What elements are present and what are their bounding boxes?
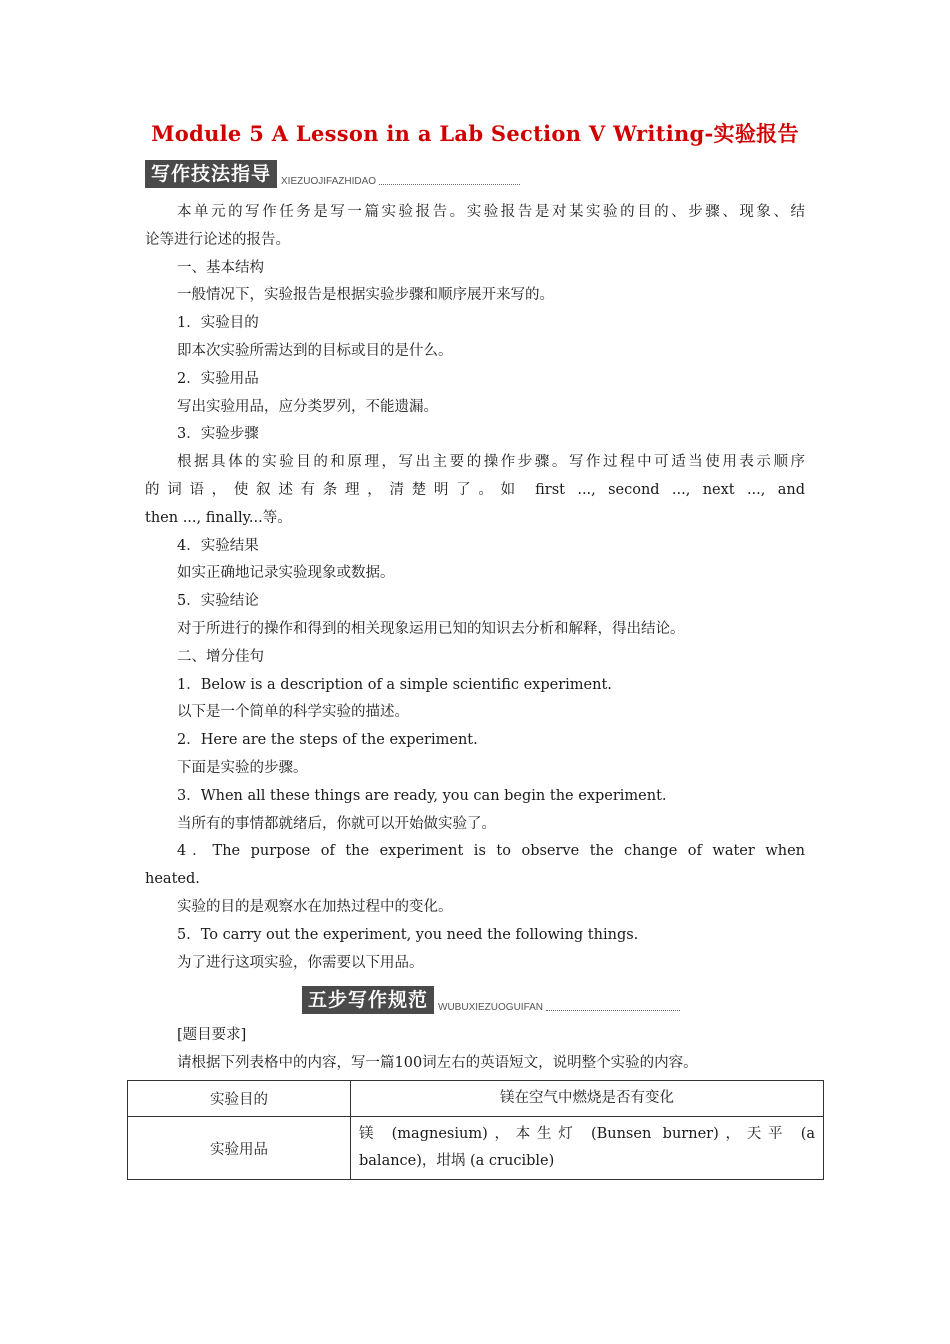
table-row: [128, 1117, 824, 1180]
phrase-en: 5．To carry out the experiment, you need the following things.: [177, 927, 639, 943]
structure-desc: 一般情况下，实验报告是根据实验步骤和顺序展开来写的。: [177, 287, 554, 303]
table-cell-line: balance)，坩埚 (a crucible): [359, 1153, 555, 1169]
item-title: 4．实验结果: [177, 538, 259, 554]
phrase-zh: 当所有的事情都就绪后，你就可以开始做实验了。: [177, 816, 496, 832]
item-text: 的词语，使叙述有条理，清楚明了。如 first ..., second ..., next ..., and: [145, 482, 805, 498]
section-banner-pinyin: XIEZUOJIFAZHIDAO: [281, 176, 377, 187]
item-text: then ..., finally...等。: [145, 510, 292, 526]
table-cell-value: [351, 1117, 824, 1180]
page-title: Module 5 A Lesson in a Lab Section Ⅴ Writing-实验报告: [151, 121, 799, 146]
section-banner-pinyin: WUBUXIEZUOGUIFAN: [438, 1002, 544, 1013]
item-title: 1．实验目的: [177, 315, 259, 331]
item-title: 3．实验步骤: [177, 426, 259, 442]
item-text: 即本次实验所需达到的目标或目的是什么。: [177, 343, 453, 359]
table-cell-key: 实验目的: [128, 1081, 351, 1117]
phrase-en-cont: heated.: [145, 871, 200, 887]
section-banner-label: 五步写作规范: [302, 986, 434, 1014]
phrase-en: 4．The purpose of the experiment is to observe the change of water when: [177, 843, 805, 859]
item-text: 如实正确地记录实验现象或数据。: [177, 565, 395, 581]
table-cell-key: 实验用品: [128, 1117, 351, 1180]
phrase-en: 2．Here are the steps of the experiment.: [177, 732, 478, 748]
intro-line-1: 本单元的写作任务是写一篇实验报告。实验报告是对某实验的目的、步骤、现象、结: [177, 204, 805, 220]
dotted-divider: [379, 184, 520, 185]
phrase-zh: 实验的目的是观察水在加热过程中的变化。: [177, 899, 453, 915]
item-title: 5．实验结论: [177, 593, 259, 609]
phrase-zh: 为了进行这项实验，你需要以下用品。: [177, 955, 424, 971]
section-banner-five-steps: [302, 986, 680, 1014]
section-banner-label: 写作技法指导: [145, 160, 277, 188]
structure-heading: 一、基本结构: [177, 260, 264, 276]
phrase-zh: 以下是一个简单的科学实验的描述。: [177, 704, 409, 720]
intro-line-2: 论等进行论述的报告。: [145, 232, 290, 248]
section-banner-writing-tips: [145, 160, 520, 188]
table-cell-value: 镁在空气中燃烧是否有变化: [351, 1081, 824, 1117]
task-prompt: 请根据下列表格中的内容，写一篇100词左右的英语短文，说明整个实验的内容。: [177, 1055, 698, 1071]
table-cell-line: 镁 (magnesium)，本生灯 (Bunsen burner)，天平 (a: [359, 1126, 815, 1142]
item-text: 写出实验用品，应分类罗列，不能遗漏。: [177, 399, 438, 415]
phrase-zh: 下面是实验的步骤。: [177, 760, 308, 776]
phrase-en: 1．Below is a description of a simple scientific experiment.: [177, 677, 612, 693]
item-title: 2．实验用品: [177, 371, 259, 387]
item-text: 对于所进行的操作和得到的相关现象运用已知的知识去分析和解释，得出结论。: [177, 621, 685, 637]
phrases-heading: 二、增分佳句: [177, 649, 264, 665]
item-text: 根据具体的实验目的和原理，写出主要的操作步骤。写作过程中可适当使用表示顺序: [177, 454, 805, 470]
requirements-table: [127, 1080, 824, 1180]
dotted-divider: [546, 1010, 680, 1011]
phrase-en: 3．When all these things are ready, you can begin the experiment.: [177, 788, 667, 804]
table-row: [128, 1081, 824, 1117]
task-heading: [题目要求]: [177, 1027, 247, 1043]
